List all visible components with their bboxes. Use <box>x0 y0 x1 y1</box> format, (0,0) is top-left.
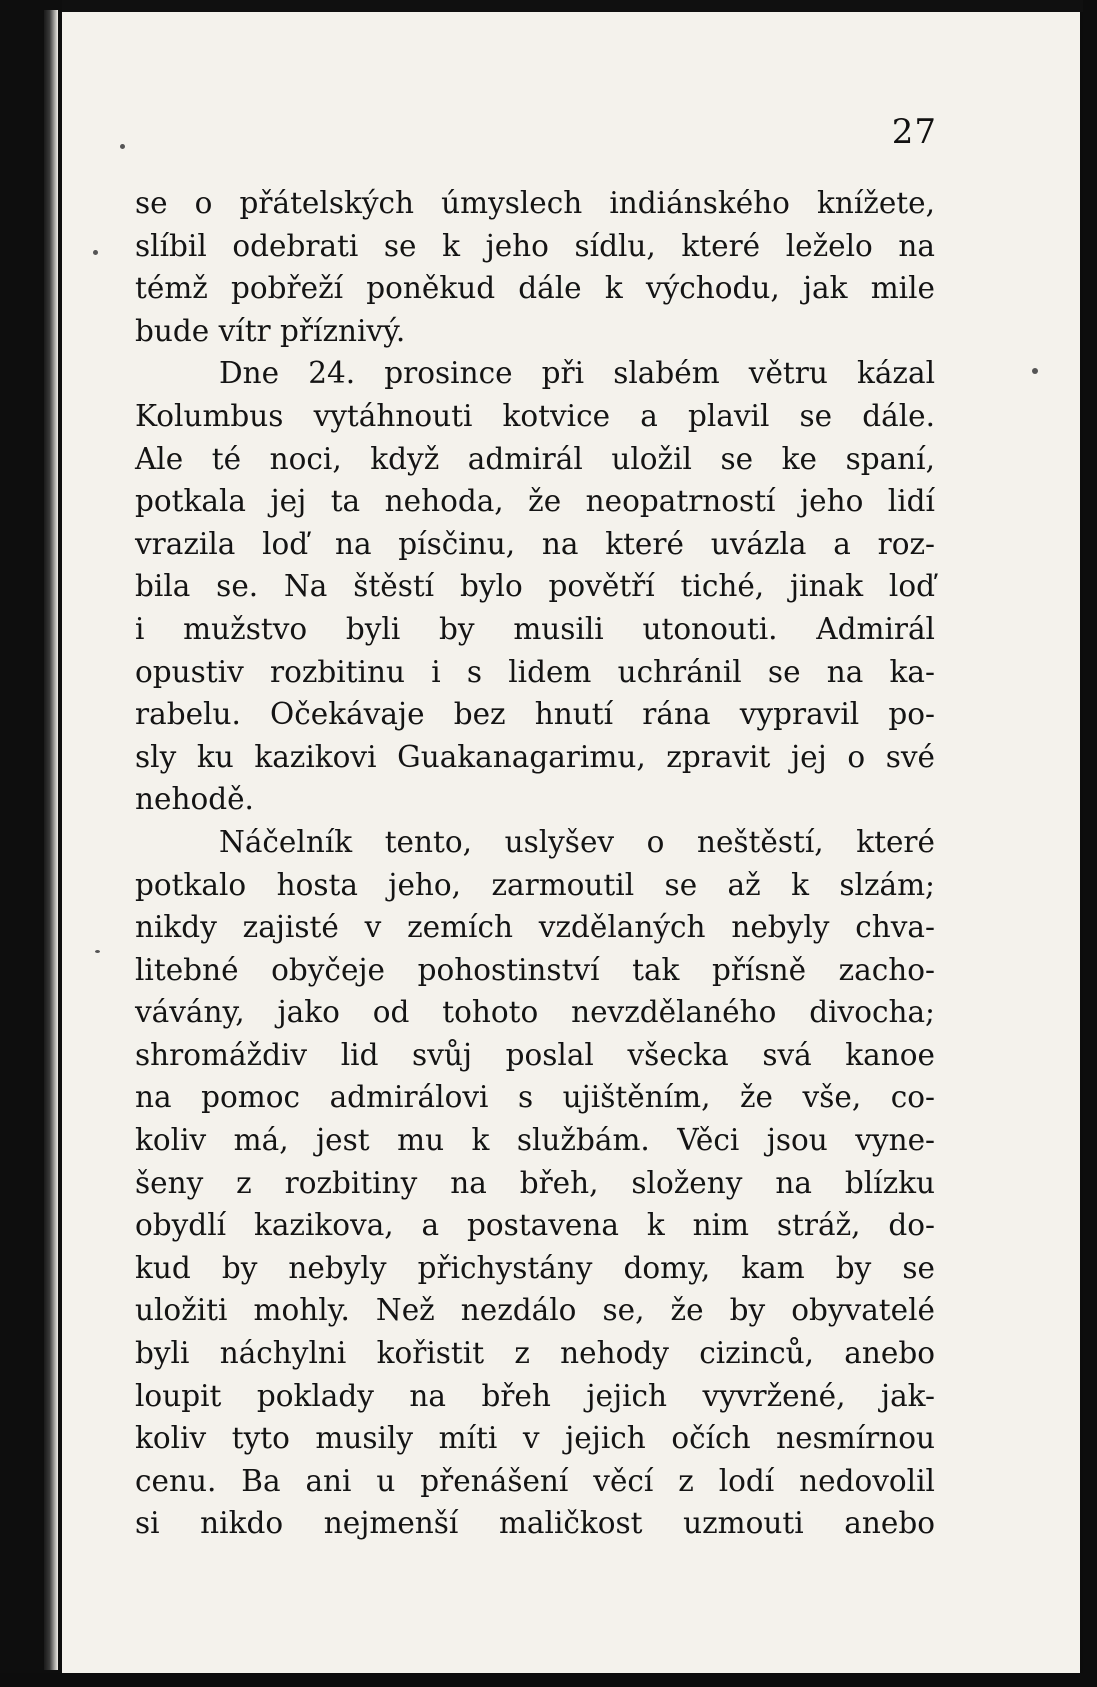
text-line: vávány, jako od tohoto nevzdělaného divocha; <box>135 995 935 1030</box>
text-line: i mužstvo byli by musili utonouti. Admirál <box>135 611 935 646</box>
text-line: cenu. Ba ani u přenášení věcí z lodí nedovolil <box>135 1463 935 1498</box>
scan-edge-bottom <box>0 1673 1097 1687</box>
text-line: nikdy zajisté v zemích vzdělaných nebyly chva- <box>135 910 935 945</box>
text-line: shromáždiv lid svůj poslal všecka svá kanoe <box>135 1037 935 1072</box>
scan-speck <box>93 250 98 255</box>
text-line: Kolumbus vytáhnouti kotvice a plavil se dále. <box>135 398 935 433</box>
body-text <box>135 182 935 1545</box>
text-line: nehodě. <box>135 782 254 817</box>
page-number: 27 <box>891 112 937 152</box>
text-line: na pomoc admirálovi s ujištěním, že vše, co- <box>135 1080 935 1115</box>
text-line: kud by nebyly přichystány domy, kam by se <box>135 1250 935 1285</box>
text-line: koliv má, jest mu k službám. Věci jsou vyne- <box>135 1123 935 1158</box>
text-line: Náčelník tento, uslyšev o neštěstí, které <box>219 824 935 859</box>
scan-edge-top <box>0 0 1097 12</box>
text-line: sly ku kazikovi Guakanagarimu, zpravit jej o své <box>135 739 935 774</box>
text-line: litebné obyčeje pohostinství tak přísně zacho- <box>135 952 935 987</box>
text-line: vrazila loď na písčinu, na které uvázla a roz- <box>135 526 935 561</box>
text-line: opustiv rozbitinu i s lidem uchránil se na ka- <box>135 654 935 689</box>
text-line: potkalo hosta jeho, zarmoutil se až k slzám; <box>135 867 935 902</box>
text-line: si nikdo nejmenší maličkost uzmouti anebo <box>135 1506 935 1541</box>
scan-edge-right <box>1083 0 1097 1687</box>
text-line: Dne 24. prosince při slabém větru kázal <box>219 356 935 391</box>
text-line: šeny z rozbitiny na břeh, složeny na blízku <box>135 1165 935 1200</box>
text-line: obydlí kazikova, a postavena k nim stráž, do- <box>135 1208 935 1243</box>
text-line: bila se. Na štěstí bylo povětří tiché, jinak loď <box>135 569 935 604</box>
scan-speck <box>1032 368 1038 374</box>
text-line: se o přátelských úmyslech indiánského knížete, <box>135 186 935 220</box>
text-line: bude vítr příznivý. <box>135 313 406 348</box>
text-line: potkala jej ta nehoda, že neopatrností jeho lidí <box>135 484 935 519</box>
text-line: Ale té noci, když admirál uložil se ke spaní, <box>135 441 935 476</box>
text-line: byli náchylni kořistit z nehody cizinců, anebo <box>135 1336 935 1371</box>
scan-speck <box>120 144 125 149</box>
scan-speck <box>95 950 100 953</box>
text-line: témž pobřeží poněkud dále k východu, jak mile <box>135 271 935 306</box>
text-line: uložiti mohly. Než nezdálo se, že by obyvatelé <box>135 1293 935 1328</box>
text-line: slíbil odebrati se k jeho sídlu, které leželo na <box>135 228 935 263</box>
text-line: loupit poklady na břeh jejich vyvržené, jak- <box>135 1378 935 1413</box>
text-line: rabelu. Očekávaje bez hnutí rána vypravil po- <box>135 697 935 732</box>
text-line: koliv tyto musily míti v jejich očích nesmírnou <box>135 1421 935 1456</box>
page-binding-shadow <box>44 10 58 1670</box>
